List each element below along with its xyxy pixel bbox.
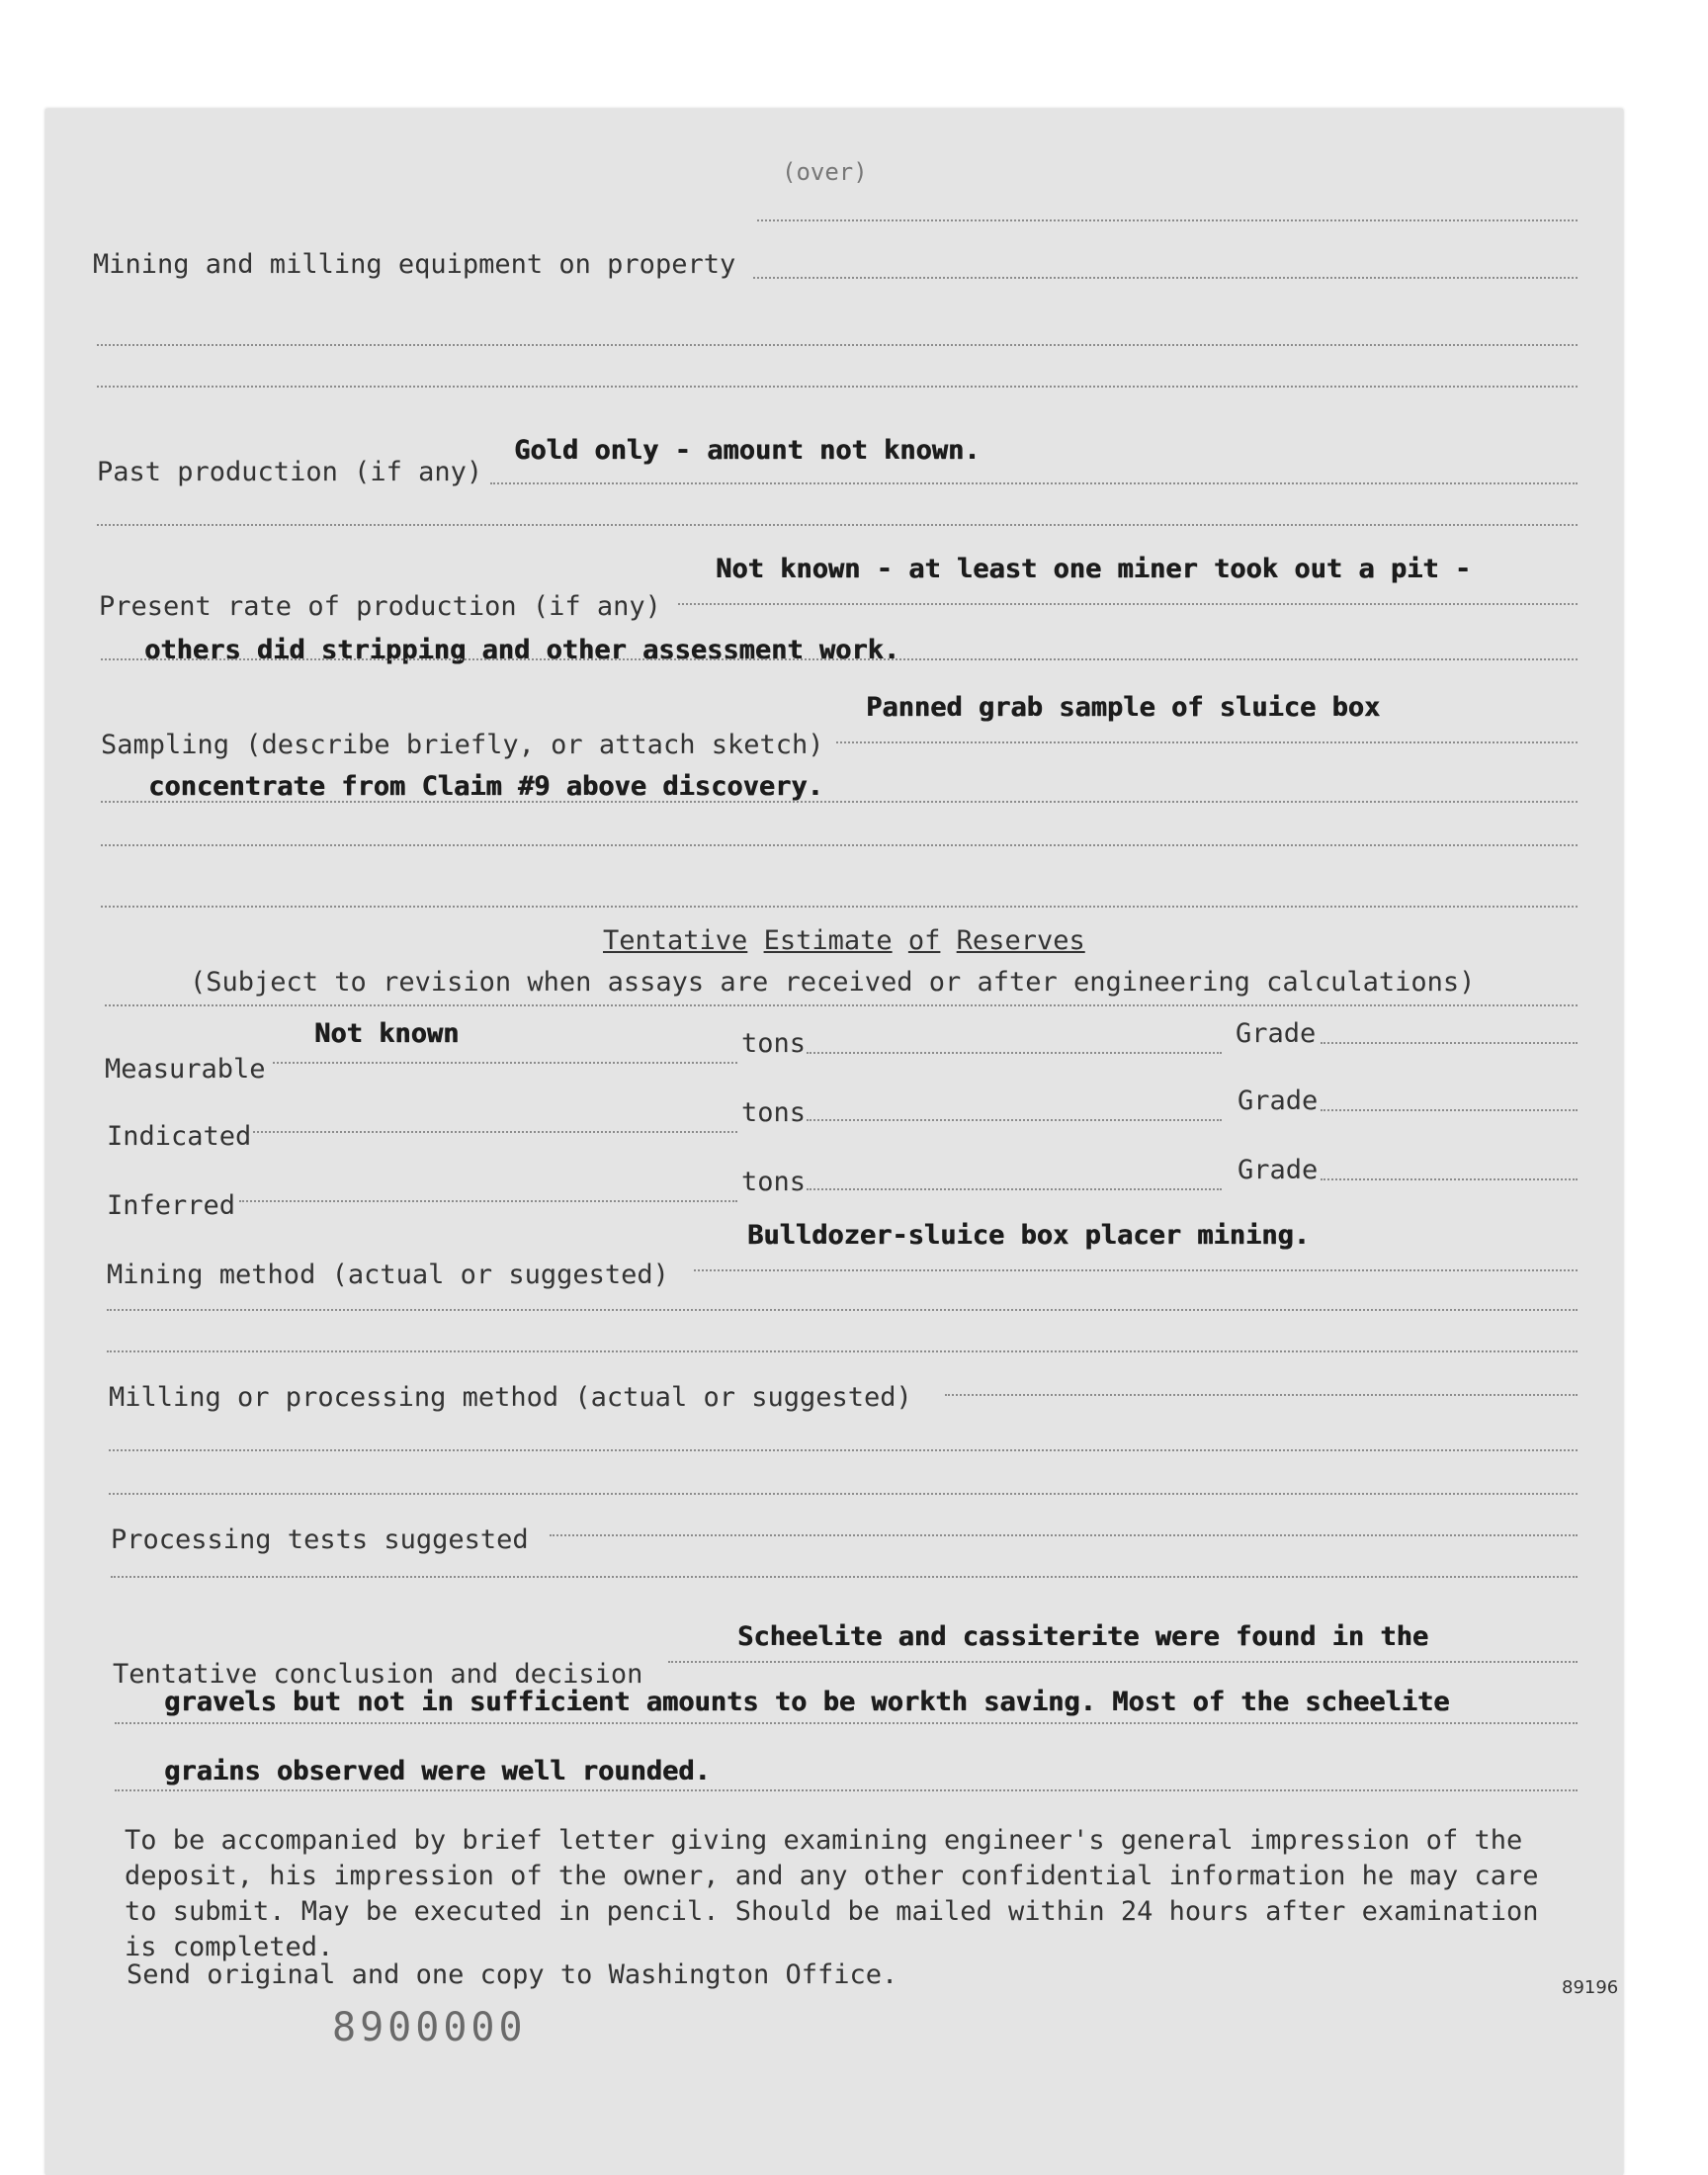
past-production-value[interactable]: Gold only - amount not known. — [514, 435, 981, 466]
inferred-label: Inferred — [107, 1190, 236, 1221]
stamp-number: 8900000 — [332, 2005, 527, 2050]
mining-method-label: Mining method (actual or suggested) — [107, 1260, 669, 1290]
rule-line — [101, 906, 1578, 908]
processing-tests-line — [550, 1534, 1578, 1536]
rule-line — [111, 1576, 1578, 1578]
rule-line — [115, 1789, 1578, 1791]
indicated-tons-label: tons — [741, 1097, 807, 1128]
rule-line — [109, 1493, 1578, 1495]
present-rate-value-line1[interactable]: Not known - at least one miner took out a pit - — [716, 554, 1472, 584]
reserves-title-word: Reserves — [956, 925, 1085, 956]
present-rate-line — [678, 603, 1578, 605]
conclusion-line — [668, 1661, 1578, 1663]
past-production-line — [490, 482, 1578, 484]
indicated-grade-value-line — [1321, 1109, 1578, 1111]
sampling-value-line1[interactable]: Panned grab sample of sluice box — [866, 692, 1381, 723]
past-production-label: Past production (if any) — [97, 457, 483, 487]
rule-line — [107, 1350, 1578, 1352]
measurable-grade-label: Grade — [1236, 1018, 1317, 1049]
form-page — [45, 109, 1623, 2175]
processing-tests-label: Processing tests suggested — [111, 1524, 529, 1555]
mining-method-line — [694, 1269, 1578, 1271]
inferred-tons-label: tons — [741, 1167, 807, 1197]
sampling-label: Sampling (describe briefly, or attach sketch) — [101, 730, 824, 760]
present-rate-value-line2[interactable]: others did stripping and other assessment work. — [144, 635, 900, 665]
inferred-tons-line — [239, 1200, 737, 1202]
inferred-grade-line — [807, 1188, 1222, 1190]
measurable-tons-label: tons — [741, 1028, 807, 1059]
reserves-title-word: of — [907, 925, 941, 956]
measurable-grade-value-line — [1321, 1042, 1578, 1044]
mining-method-value[interactable]: Bulldozer-sluice box placer mining. — [747, 1220, 1310, 1251]
rule-line — [101, 658, 1578, 660]
indicated-grade-label: Grade — [1238, 1086, 1319, 1116]
measurable-grade-line — [807, 1052, 1222, 1054]
form-number: 89196 — [1562, 1977, 1619, 1998]
reserves-title — [603, 925, 1085, 956]
instructions-paragraph: To be accompanied by brief letter giving examining engineer's general impression of the deposit, his impression of the owner, and any other confidential information he may care to submit. May be executed in pencil. Should be mailed within 24 hours after examination is completed. — [125, 1825, 1539, 1962]
equipment-line — [753, 277, 1578, 279]
send-instruction: Send original and one copy to Washington Office. — [127, 1959, 898, 1990]
measurable-tons-line — [273, 1062, 737, 1064]
rule-line — [97, 344, 1578, 346]
rule-line — [97, 524, 1578, 526]
rule-line — [115, 1722, 1578, 1724]
measurable-value[interactable]: Not known — [314, 1018, 460, 1049]
rule-line — [101, 801, 1578, 803]
reserves-title-word: Estimate — [763, 925, 893, 956]
indicated-label: Indicated — [107, 1121, 252, 1152]
conclusion-line1[interactable]: Scheelite and cassiterite were found in the — [737, 1621, 1428, 1652]
measurable-label: Measurable — [105, 1054, 266, 1085]
rule-line — [97, 386, 1578, 388]
present-rate-label: Present rate of production (if any) — [99, 591, 661, 622]
milling-method-line — [945, 1394, 1578, 1396]
rule-line — [109, 1449, 1578, 1451]
reserves-subtitle: (Subject to revision when assays are received or after engineering calculations) — [190, 967, 1476, 998]
milling-method-label: Milling or processing method (actual or suggested) — [109, 1382, 912, 1413]
rule-line — [107, 1309, 1578, 1311]
reserves-title-word: Tentative — [603, 925, 748, 956]
conclusion-line2[interactable]: gravels but not in sufficient amounts to be workth saving. Most of the scheelite — [164, 1687, 1450, 1717]
inferred-grade-label: Grade — [1238, 1155, 1319, 1185]
sampling-line — [836, 741, 1578, 743]
indicated-tons-line — [253, 1131, 737, 1133]
rule-line — [101, 844, 1578, 846]
indicated-grade-line — [807, 1119, 1222, 1121]
equipment-label: Mining and milling equipment on property — [93, 249, 736, 280]
conclusion-label: Tentative conclusion and decision — [113, 1659, 643, 1690]
inferred-grade-value-line — [1321, 1178, 1578, 1180]
conclusion-line3[interactable]: grains observed were well rounded. — [164, 1756, 711, 1786]
rule-line — [105, 1004, 1578, 1006]
sampling-value-line2[interactable]: concentrate from Claim #9 above discovery. — [148, 771, 823, 802]
rule-line — [757, 219, 1578, 221]
over-note: (over) — [782, 158, 868, 186]
